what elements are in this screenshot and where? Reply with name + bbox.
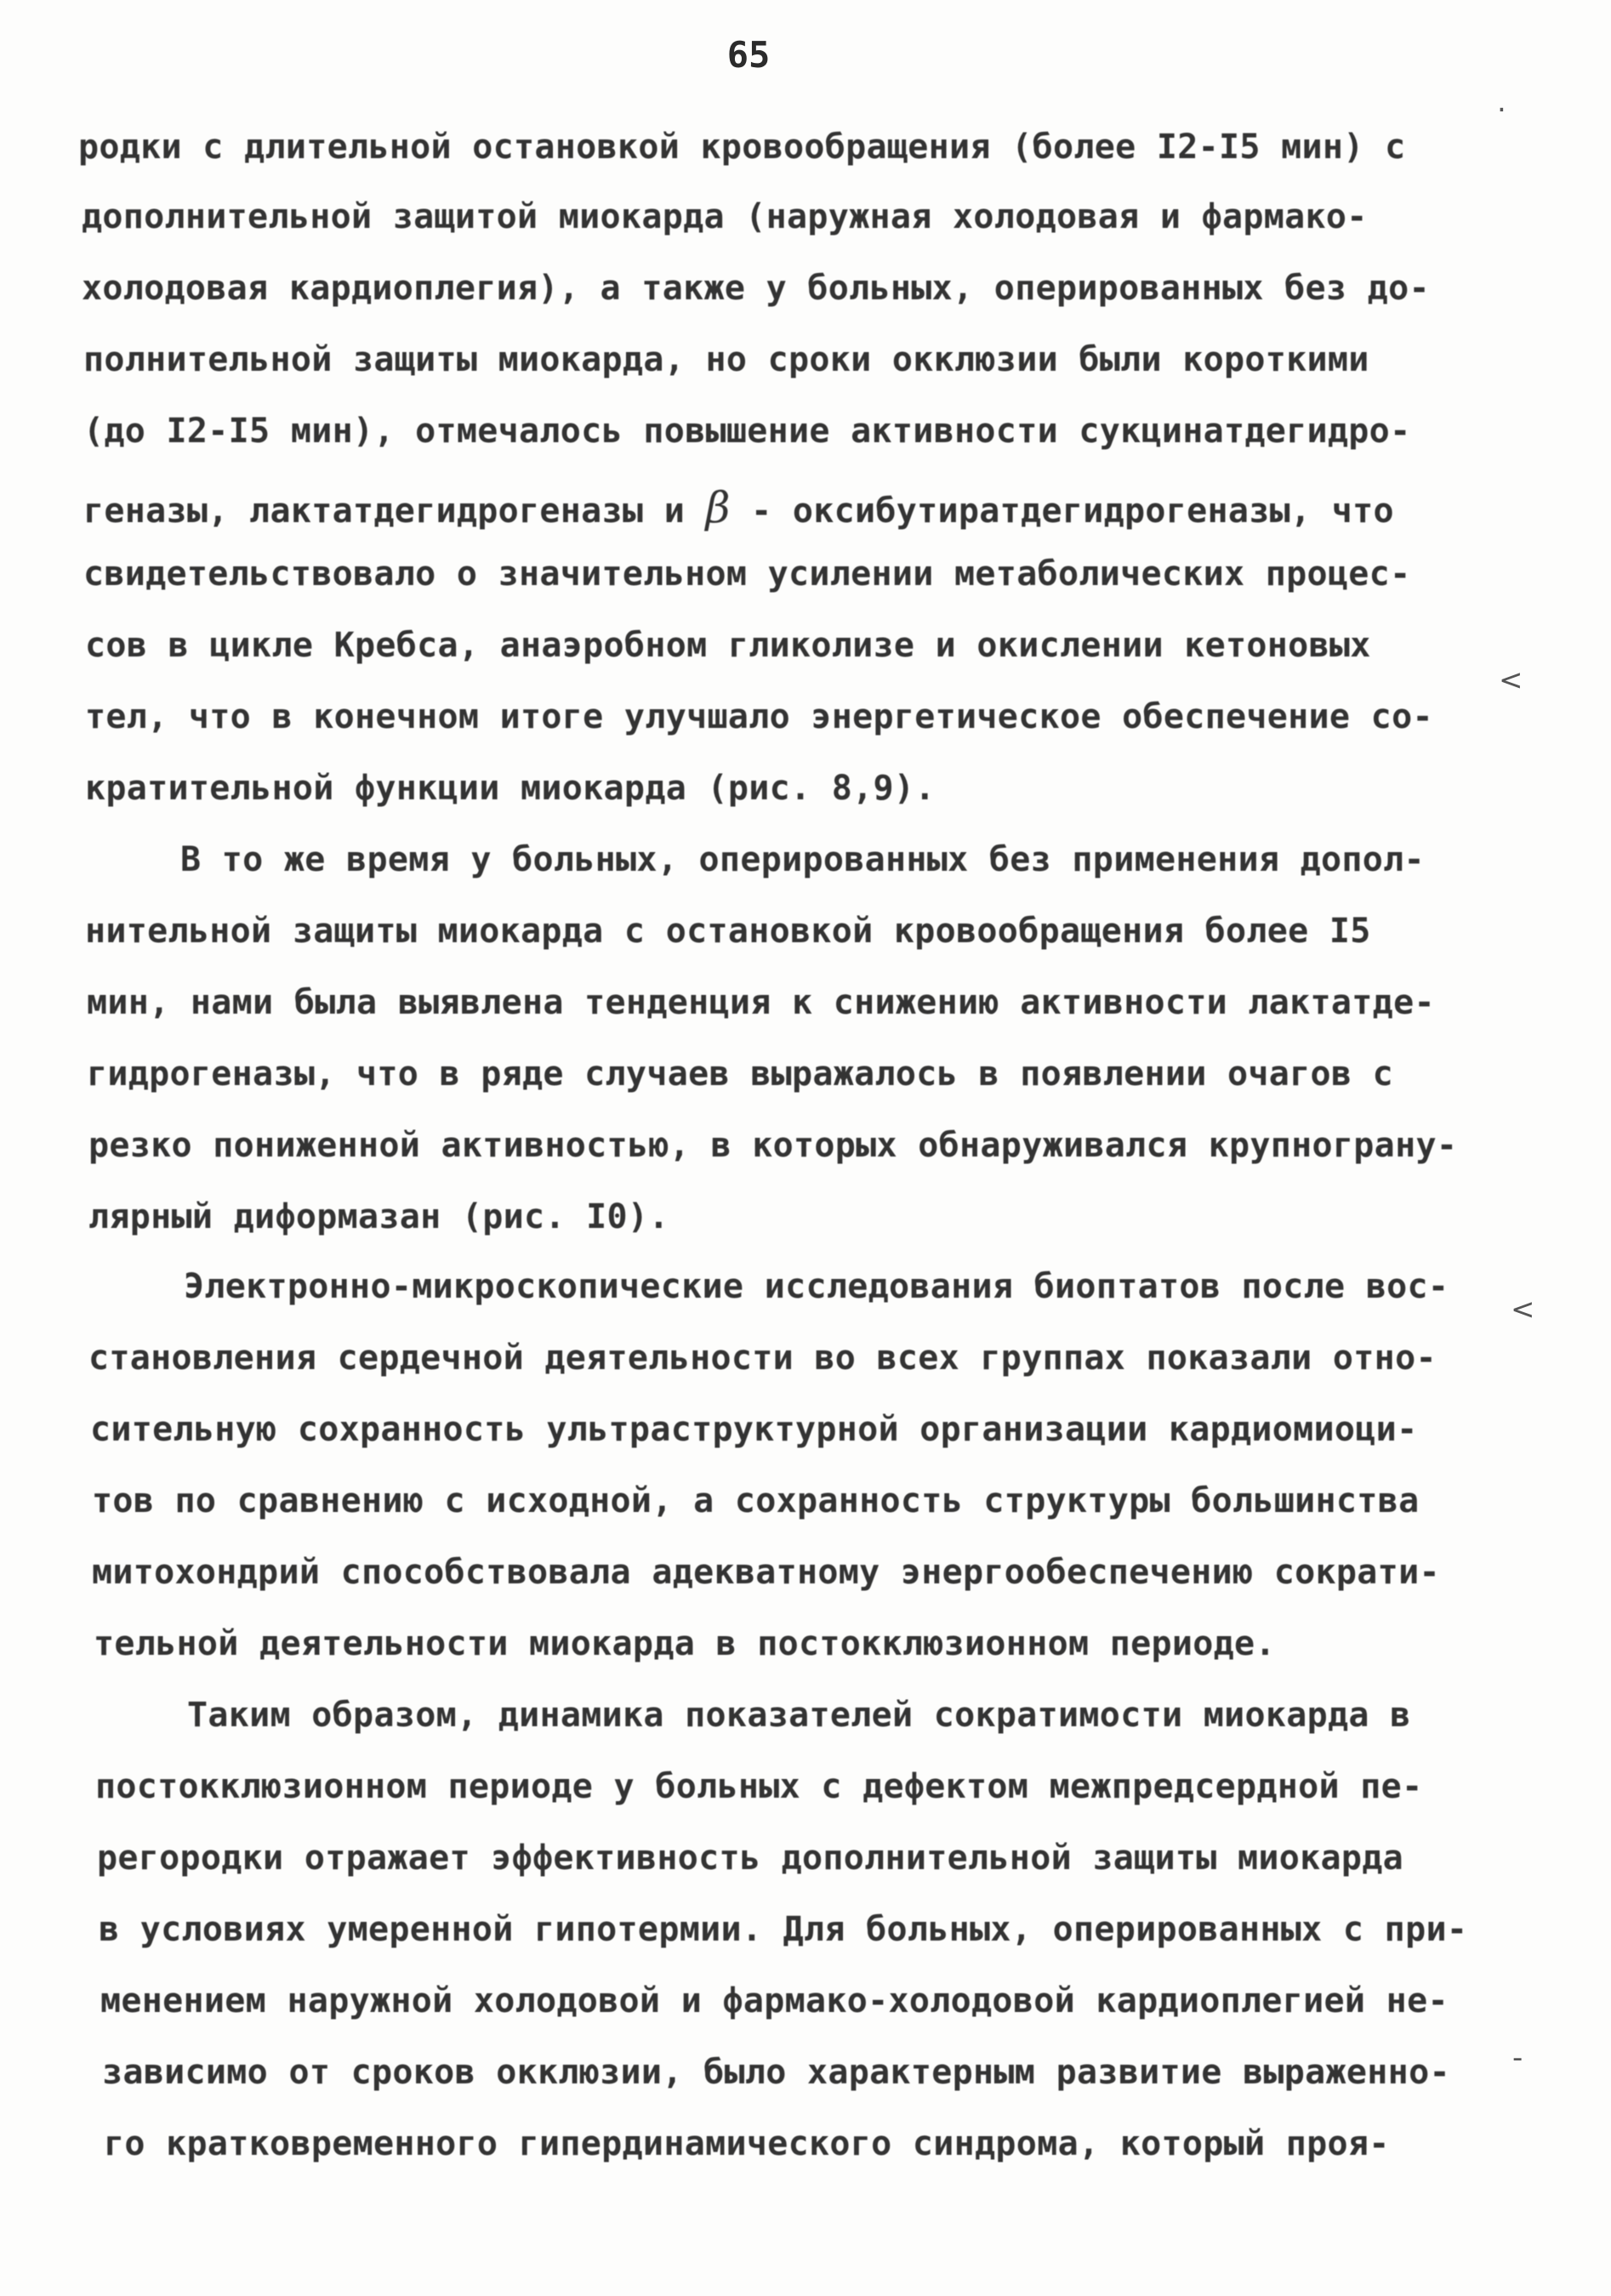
margin-mark: < xyxy=(1511,1293,1535,1327)
text-line: го кратковременного гипердинамического синдрома, который проя- xyxy=(104,2124,1390,2163)
text-line: тел, что в конечном итоге улучшало энергетическое обеспечение со- xyxy=(85,697,1433,736)
text-line: в условиях умеренной гипотермии. Для больных, оперированных с при- xyxy=(99,1910,1468,1949)
text-line: холодовая кардиоплегия), а также у больных, оперированных без до- xyxy=(82,269,1430,308)
text-line: лярный диформазан (рис. I0). xyxy=(88,1197,669,1236)
paragraph-first-line: В то же время у больных, оперированных без применения допол- xyxy=(180,840,1425,879)
text-line: резко пониженной активностью, в которых обнаруживался крупнограну- xyxy=(88,1126,1458,1165)
page-number: 65 xyxy=(726,34,771,76)
text-line: дополнительной защитой миокарда (наружная холодовая и фармако- xyxy=(82,197,1368,236)
text-line: тов по сравнению с исходной, а сохранность структуры большинства xyxy=(92,1481,1420,1520)
text-line: постокклюзионном периоде у больных с дефектом межпредсердной пе- xyxy=(95,1767,1423,1806)
paragraph-first-line: Электронно-микроскопические исследования биоптатов после вос- xyxy=(184,1267,1449,1306)
beta-symbol: β xyxy=(705,483,731,532)
text-line: кратительной функции миокарда (рис. 8,9). xyxy=(85,769,936,808)
text-line: менением наружной холодовой и фармако-холодовой кардиоплегией не- xyxy=(100,1981,1449,2020)
text-line: сов в цикле Кребса, анаэробном гликолизе и окислении кетоновых xyxy=(85,626,1371,665)
text-line: свидетельствовало о значительном усилении метаболических процес- xyxy=(83,554,1411,594)
text-line-with-beta xyxy=(83,483,1394,532)
text-line: митохондрий способствовала адекватному энергообеспечению сократи- xyxy=(92,1553,1440,1592)
text-line: становления сердечной деятельности во всех группах показали отно- xyxy=(88,1338,1437,1378)
text-line: (до I2-I5 мин), отмечалось повышение активности сукцинатдегидро- xyxy=(83,412,1411,451)
paragraph-first-line: Таким образом, динамика показателей сократимости миокарда в xyxy=(187,1696,1411,1735)
text-line: зависимо от сроков окклюзии, было характерным развитие выраженно- xyxy=(102,2053,1450,2092)
text-line: гидрогеназы, что в ряде случаев выражалось в появлении очагов с xyxy=(87,1054,1394,1094)
text-line: тельной деятельности миокарда в постокклюзионном периоде. xyxy=(94,1624,1276,1663)
text-line-tail: - оксибутиратдегидрогеназы, что xyxy=(751,492,1394,531)
margin-mark: < xyxy=(1499,663,1523,697)
margin-mark: - xyxy=(1512,2041,1523,2075)
margin-mark: . xyxy=(1497,85,1506,119)
text-line: сительную сохранность ультраструктурной организации кардиомиоци- xyxy=(90,1410,1418,1449)
text-line: нительной защиты миокарда с остановкой кровообращения более I5 xyxy=(85,912,1371,951)
text-line: регородки отражает эффективность дополнительной защиты миокарда xyxy=(97,1839,1404,1878)
text-line-head: геназы, лактатдегидрогеназы и xyxy=(83,492,686,531)
text-line: полнительной защиты миокарда, но сроки окклюзии были короткими xyxy=(83,340,1369,379)
text-line: мин, нами была выявлена тенденция к снижению активности лактатде- xyxy=(87,983,1435,1022)
text-line: родки с длительной остановкой кровообращения (более I2-I5 мин) с xyxy=(78,128,1406,167)
